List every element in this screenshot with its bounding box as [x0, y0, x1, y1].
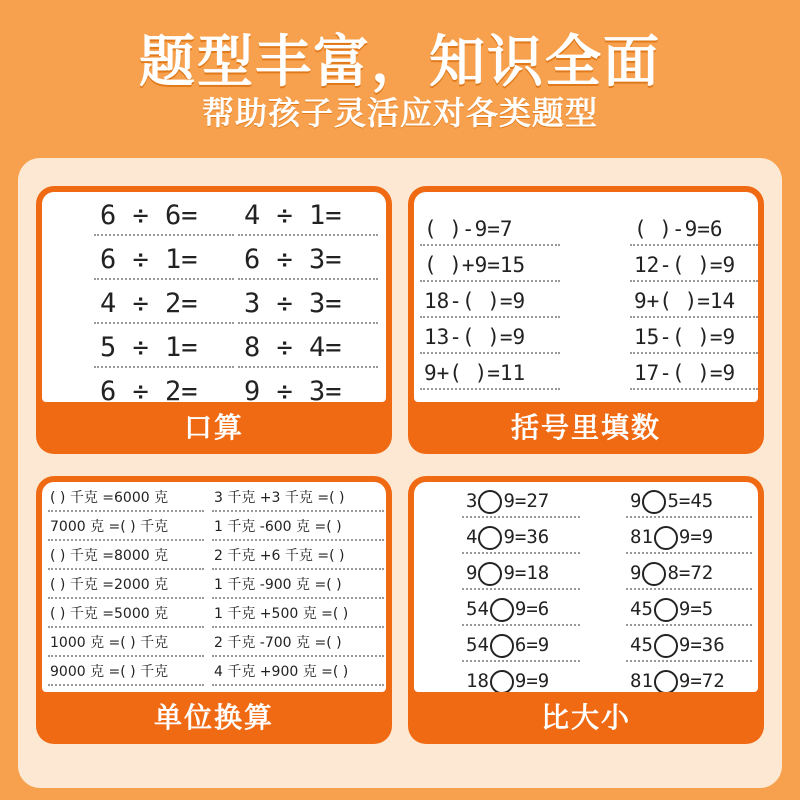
panel-label: 比大小	[540, 701, 631, 734]
problem-cell: 6 ÷ 1=	[94, 242, 234, 280]
operand-left: 54	[466, 598, 489, 620]
operand-right: 9=9	[678, 526, 714, 548]
problem-cell: 7000 克 =( ) 千克	[48, 515, 204, 541]
circle-blank-icon	[490, 598, 514, 622]
problem-cell: 1 千克 -900 克 =( )	[212, 573, 384, 599]
problem-cell: ( ) 千克 =5000 克	[48, 602, 204, 628]
panel-label: 括号里填数	[510, 411, 661, 444]
problem-cell: 2 千克 +6 千克 =( )	[212, 544, 384, 570]
circle-blank-icon	[642, 562, 666, 586]
operand-left: 45	[630, 634, 653, 656]
panel-fill-brackets	[408, 186, 764, 454]
operand-right: 9=18	[503, 562, 550, 584]
circle-blank-icon	[478, 526, 502, 550]
problem-cell: 12-( )=9	[630, 250, 758, 282]
problem-cell: 2 千克 -700 克 =( )	[212, 631, 384, 657]
problem-cell: 9+( )=14	[630, 286, 758, 318]
problem-cell: 3 ÷ 3=	[238, 286, 378, 324]
operand-left: 18	[466, 670, 489, 692]
panel-label: 单位换算	[153, 701, 274, 734]
panel-fill-brackets-body	[414, 192, 758, 402]
problem-cell: 15-( )=9	[630, 322, 758, 354]
circle-blank-icon	[654, 526, 678, 550]
problem-cell	[462, 666, 580, 692]
operand-right: 9=9	[514, 670, 550, 692]
panel-mental-arithmetic-body	[42, 192, 386, 402]
problem-cell: 9+( )=11	[420, 358, 560, 390]
problem-cell: ( ) 千克 =8000 克	[48, 544, 204, 570]
problem-cell: 9000 克 =( ) 千克	[48, 660, 204, 686]
circle-blank-icon	[478, 490, 502, 514]
problem-cell: ( )+9=15	[420, 250, 560, 282]
problem-cell	[626, 666, 752, 692]
operand-right: 9=5	[678, 598, 714, 620]
operand-left: 45	[630, 598, 653, 620]
problem-cell: 1 千克 -600 克 =( )	[212, 515, 384, 541]
operand-left: 3	[466, 490, 478, 512]
problem-cell: 9 ÷ 3=	[238, 374, 378, 402]
panel-compare-body	[414, 482, 758, 692]
circle-blank-icon	[654, 634, 678, 658]
operand-right: 9=36	[503, 526, 550, 548]
circle-blank-icon	[642, 490, 666, 514]
page-subtitle: 帮助孩子灵活应对各类题型	[201, 94, 598, 132]
problem-cell: ( )-9=6	[630, 214, 758, 246]
problem-cell	[626, 486, 752, 518]
problem-cell	[462, 558, 580, 590]
problem-cell	[626, 522, 752, 554]
circle-blank-icon	[654, 670, 678, 693]
circle-blank-icon	[478, 562, 502, 586]
problem-cell	[462, 630, 580, 662]
problem-cell: 1 千克 +500 克 =( )	[212, 602, 384, 628]
operand-right: 6=9	[514, 634, 550, 656]
operand-left: 81	[630, 670, 653, 692]
problem-cell	[462, 594, 580, 626]
problem-cell: 4 千克 +900 克 =( )	[212, 660, 384, 686]
problem-cell: 8 ÷ 4=	[238, 330, 378, 368]
content-board	[18, 158, 782, 788]
panel-mental-arithmetic	[36, 186, 392, 454]
problem-cell: ( )-9=7	[420, 214, 560, 246]
panel-label: 口算	[183, 411, 244, 444]
problem-cell: 17-( )=9	[630, 358, 758, 390]
operand-left: 9	[630, 490, 642, 512]
operand-left: 4	[466, 526, 478, 548]
problem-cell: 13-( )=9	[420, 322, 560, 354]
problem-cell: 6 ÷ 6=	[94, 198, 234, 236]
problem-cell: 18-( )=9	[420, 286, 560, 318]
operand-right: 9=27	[503, 490, 550, 512]
problem-cell: 3 千克 +3 千克 =( )	[212, 486, 384, 512]
operand-left: 9	[466, 562, 478, 584]
problem-cell: 6 ÷ 2=	[94, 374, 234, 402]
circle-blank-icon	[490, 670, 514, 693]
problem-cell: ( ) 千克 =2000 克	[48, 573, 204, 599]
operand-right: 9=6	[514, 598, 550, 620]
panel-unit-conversion	[36, 476, 392, 744]
operand-right: 8=72	[667, 562, 714, 584]
operand-left: 54	[466, 634, 489, 656]
problem-cell	[626, 630, 752, 662]
problem-cell	[626, 594, 752, 626]
problem-cell: 4 ÷ 2=	[94, 286, 234, 324]
problem-cell: 1000 克 =( ) 千克	[48, 631, 204, 657]
operand-right: 9=36	[678, 634, 725, 656]
problem-cell	[626, 558, 752, 590]
panel-compare	[408, 476, 764, 744]
problem-cell	[462, 486, 580, 518]
page-title: 题型丰富，知识全面	[139, 30, 661, 95]
problem-cell: 6 ÷ 3=	[238, 242, 378, 280]
circle-blank-icon	[490, 634, 514, 658]
problem-cell: ( ) 千克 =6000 克	[48, 486, 204, 512]
circle-blank-icon	[654, 598, 678, 622]
problem-cell: 4 ÷ 1=	[238, 198, 378, 236]
problem-cell	[462, 522, 580, 554]
operand-right: 9=72	[678, 670, 725, 692]
operand-right: 5=45	[667, 490, 714, 512]
problem-cell: 5 ÷ 1=	[94, 330, 234, 368]
operand-left: 81	[630, 526, 653, 548]
operand-left: 9	[630, 562, 642, 584]
panel-unit-conversion-body	[42, 482, 386, 692]
